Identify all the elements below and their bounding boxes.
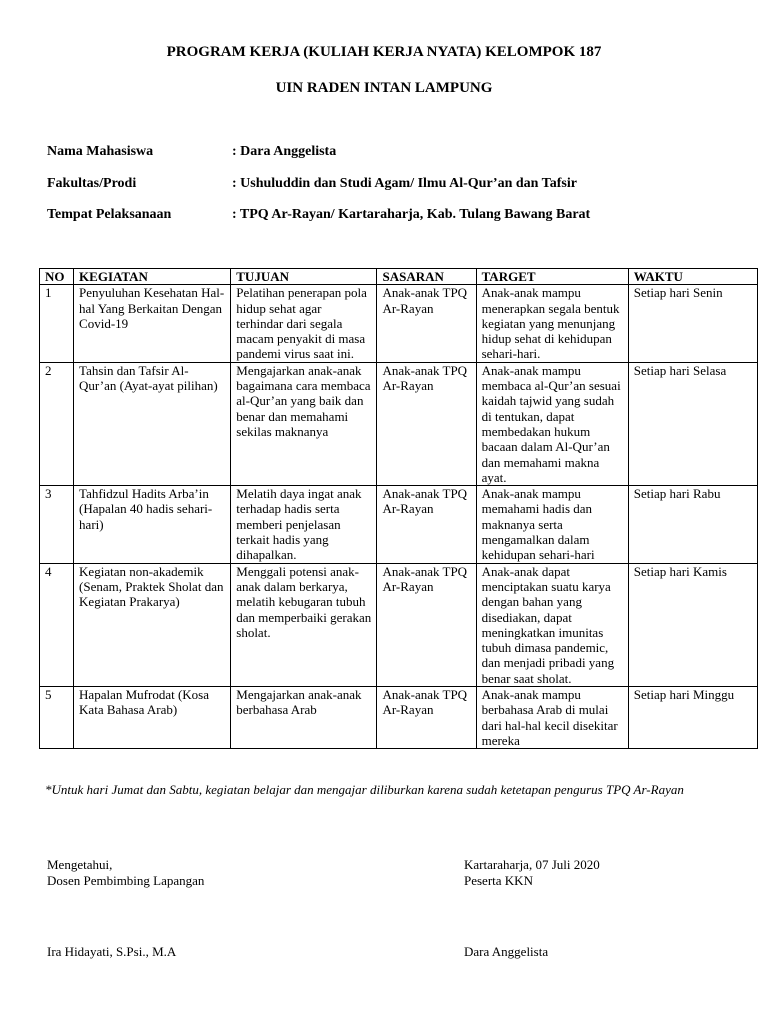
signature-left-line1: Mengetahui, (47, 857, 113, 872)
cell-no: 1 (40, 285, 74, 362)
cell-target: Anak-anak mampu membaca al-Qur’an sesuai kaidah tajwid yang sudah di tentukan, dapat membedakan hukum bacaan dalam Al-Qur’an dan memahami makna ayat. (476, 362, 628, 485)
info-value: : Ushuluddin dan Studi Agam/ Ilmu Al-Qur’an dan Tafsir (232, 176, 577, 191)
cell-waktu: Setiap hari Selasa (628, 362, 757, 485)
cell-no: 4 (40, 563, 74, 686)
cell-kegiatan: Kegiatan non-akademik (Senam, Praktek Sholat dan Kegiatan Prakarya) (74, 563, 231, 686)
cell-tujuan: Mengajarkan anak-anak bagaimana cara membaca al-Qur’an yang baik dan benar dan memahami sekilas maknanya (231, 362, 377, 485)
table-header-row (40, 269, 758, 285)
cell-no: 5 (40, 687, 74, 749)
header-no: NO (40, 269, 74, 285)
header-sasaran: SASARAN (377, 269, 476, 285)
table-row (40, 285, 758, 362)
table-row (40, 687, 758, 749)
info-value: : TPQ Ar-Rayan/ Kartaraharja, Kab. Tulang Bawang Barat (232, 207, 591, 222)
cell-sasaran: Anak-anak TPQ Ar-Rayan (377, 563, 476, 686)
cell-waktu: Setiap hari Minggu (628, 687, 757, 749)
table-row (40, 486, 758, 563)
signature-right-name: Dara Anggelista (464, 944, 549, 959)
cell-kegiatan: Penyuluhan Kesehatan Hal-hal Yang Berkaitan Dengan Covid-19 (74, 285, 231, 362)
cell-waktu: Setiap hari Rabu (628, 486, 757, 563)
info-label: Nama Mahasiswa (47, 144, 154, 159)
cell-sasaran: Anak-anak TPQ Ar-Rayan (377, 362, 476, 485)
info-label: Fakultas/Prodi (47, 176, 137, 191)
cell-kegiatan: Hapalan Mufrodat (Kosa Kata Bahasa Arab) (74, 687, 231, 749)
cell-waktu: Setiap hari Kamis (628, 563, 757, 686)
table-row (40, 362, 758, 485)
cell-sasaran: Anak-anak TPQ Ar-Rayan (377, 687, 476, 749)
header-tujuan: TUJUAN (231, 269, 377, 285)
signature-left-name: Ira Hidayati, S.Psi., M.A (47, 944, 177, 959)
institution-title: UIN RADEN INTAN LAMPUNG (275, 80, 493, 96)
header-kegiatan: KEGIATAN (74, 269, 231, 285)
table-row (40, 563, 758, 686)
cell-sasaran: Anak-anak TPQ Ar-Rayan (377, 285, 476, 362)
program-table (39, 268, 758, 749)
signature-left-line2: Dosen Pembimbing Lapangan (47, 873, 205, 888)
info-label: Tempat Pelaksanaan (47, 207, 172, 222)
cell-tujuan: Melatih daya ingat anak terhadap hadis serta memberi penjelasan terkait hadis yang dihapalkan. (231, 486, 377, 563)
cell-kegiatan: Tahfidzul Hadits Arba’in (Hapalan 40 hadis sehari-hari) (74, 486, 231, 563)
signature-right-line1: Kartaraharja, 07 Juli 2020 (464, 857, 600, 872)
cell-no: 2 (40, 362, 74, 485)
document-title: PROGRAM KERJA (KULIAH KERJA NYATA) KELOMPOK 187 (166, 44, 602, 60)
cell-target: Anak-anak dapat menciptakan suatu karya dengan bahan yang disediakan, dapat meningkatkan imunitas tubuh dimasa pandemic, dan menjadi pribadi yang benar saat sholat. (476, 563, 628, 686)
cell-tujuan: Pelatihan penerapan pola hidup sehat agar terhindar dari segala macam penyakit di masa pandemi virus saat ini. (231, 285, 377, 362)
info-value: : Dara Anggelista (232, 144, 337, 159)
cell-sasaran: Anak-anak TPQ Ar-Rayan (377, 486, 476, 563)
cell-kegiatan: Tahsin dan Tafsir Al-Qur’an (Ayat-ayat pilihan) (74, 362, 231, 485)
signature-right-line2: Peserta KKN (464, 873, 533, 888)
cell-waktu: Setiap hari Senin (628, 285, 757, 362)
cell-tujuan: Menggali potensi anak-anak dalam berkarya, melatih kebugaran tubuh dan memperbaiki gerakan sholat. (231, 563, 377, 686)
cell-target: Anak-anak mampu berbahasa Arab di mulai dari hal-hal kecil disekitar mereka (476, 687, 628, 749)
header-target: TARGET (476, 269, 628, 285)
cell-tujuan: Mengajarkan anak-anak berbahasa Arab (231, 687, 377, 749)
cell-target: Anak-anak mampu memahami hadis dan maknanya serta mengamalkan dalam kehidupan sehari-hari (476, 486, 628, 563)
cell-target: Anak-anak mampu menerapkan segala bentuk kegiatan yang menunjang hidup sehat di kehidupan sehari-hari. (476, 285, 628, 362)
footnote: *Untuk hari Jumat dan Sabtu, kegiatan belajar dan mengajar diliburkan karena sudah ketetapan pengurus TPQ Ar-Rayan (45, 782, 684, 797)
cell-no: 3 (40, 486, 74, 563)
header-waktu: WAKTU (628, 269, 757, 285)
